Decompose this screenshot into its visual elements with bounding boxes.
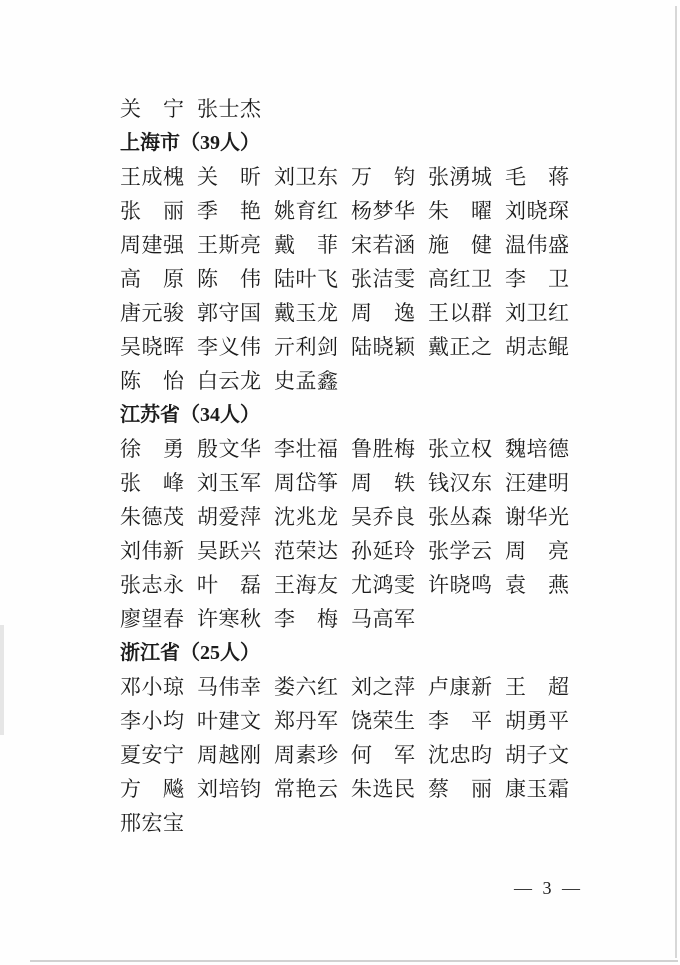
- person-name: 吴跃兴: [197, 539, 261, 563]
- person-name: 毛蒋: [505, 165, 569, 189]
- person-name: 张峰: [120, 471, 184, 495]
- person-name: 白云龙: [197, 369, 261, 393]
- person-name: 姚育红: [274, 199, 338, 223]
- person-name: 张士杰: [197, 97, 261, 121]
- person-name: 刘晓琛: [505, 199, 569, 223]
- person-name: 沈兆龙: [274, 505, 338, 529]
- person-name: 张学云: [428, 539, 492, 563]
- person-name: 亓利剑: [274, 335, 338, 359]
- person-name: 朱德茂: [120, 505, 184, 529]
- person-name: 谢华光: [505, 505, 569, 529]
- person-name: 周岱筝: [274, 471, 338, 495]
- person-name: 孙延玲: [351, 539, 415, 563]
- person-name: 叶建文: [197, 709, 261, 733]
- person-name: 鲁胜梅: [351, 437, 415, 461]
- person-name: 汪建明: [505, 471, 569, 495]
- person-name: 陈伟: [197, 267, 261, 291]
- person-name: 徐勇: [120, 437, 184, 461]
- person-name: 王以群: [428, 301, 492, 325]
- section-header: 浙江省（25人）: [120, 642, 260, 664]
- section-header: 上海市（39人）: [120, 132, 260, 154]
- person-name: 刘卫东: [274, 165, 338, 189]
- person-name: 娄六红: [274, 675, 338, 699]
- person-name: 沈忠昀: [428, 743, 492, 767]
- person-name: 郭守国: [197, 301, 261, 325]
- person-name: 张志永: [120, 573, 184, 597]
- person-name: 朱曜: [428, 199, 492, 223]
- person-name: 张丛森: [428, 505, 492, 529]
- person-name: 刘伟新: [120, 539, 184, 563]
- person-name: 胡子文: [505, 743, 569, 767]
- person-name: 蔡丽: [428, 777, 492, 801]
- person-name: 朱选民: [351, 777, 415, 801]
- person-name: 张立权: [428, 437, 492, 461]
- person-name: 李卫: [505, 267, 569, 291]
- person-name: 何军: [351, 743, 415, 767]
- person-name: 周越刚: [197, 743, 261, 767]
- person-name: 郑丹军: [274, 709, 338, 733]
- continuation-name-row: [120, 92, 588, 126]
- person-name: 周逸: [351, 301, 415, 325]
- person-name: 钱汉东: [428, 471, 492, 495]
- person-name: 杨梦华: [351, 199, 415, 223]
- person-name: 季艳: [197, 199, 261, 223]
- person-name: 李平: [428, 709, 492, 733]
- person-name: 张丽: [120, 199, 184, 223]
- person-name: 常艳云: [274, 777, 338, 801]
- person-name: 张湧城: [428, 165, 492, 189]
- person-name: 戴玉龙: [274, 301, 338, 325]
- person-name: 卢康新: [428, 675, 492, 699]
- name-grid: [120, 432, 588, 636]
- name-list-content: [120, 92, 590, 840]
- section-header: 江苏省（34人）: [120, 404, 260, 426]
- person-name: 陆晓颖: [351, 335, 415, 359]
- person-name: 刘培钧: [197, 777, 261, 801]
- person-name: 周轶: [351, 471, 415, 495]
- scan-artifact-bottom-edge: [30, 960, 678, 962]
- person-name: 李梅: [274, 607, 338, 631]
- person-name: 周素珍: [274, 743, 338, 767]
- person-name: 邓小琼: [120, 675, 184, 699]
- person-name: 吴乔良: [351, 505, 415, 529]
- person-name: 李壮福: [274, 437, 338, 461]
- person-name: 胡勇平: [505, 709, 569, 733]
- person-name: 方飚: [120, 777, 184, 801]
- person-name: 魏培德: [505, 437, 569, 461]
- person-name: 吴晓晖: [120, 335, 184, 359]
- person-name: 袁燕: [505, 573, 569, 597]
- person-name: 史孟鑫: [274, 369, 338, 393]
- name-grid: [120, 670, 588, 840]
- scan-artifact-left-smudge: [0, 625, 4, 735]
- person-name: 关昕: [197, 165, 261, 189]
- person-name: 宋若涵: [351, 233, 415, 257]
- person-name: 戴正之: [428, 335, 492, 359]
- person-name: 殷文华: [197, 437, 261, 461]
- person-name: 唐元骏: [120, 301, 184, 325]
- person-name: 张洁雯: [351, 267, 415, 291]
- person-name: 高原: [120, 267, 184, 291]
- person-name: 马伟幸: [197, 675, 261, 699]
- person-name: 周建强: [120, 233, 184, 257]
- person-name: 高红卫: [428, 267, 492, 291]
- name-grid: [120, 160, 588, 398]
- person-name: 夏安宁: [120, 743, 184, 767]
- person-name: 戴菲: [274, 233, 338, 257]
- person-name: 刘卫红: [505, 301, 569, 325]
- person-name: 陈怡: [120, 369, 184, 393]
- person-name: 王成槐: [120, 165, 184, 189]
- person-name: 许晓鸣: [428, 573, 492, 597]
- person-name: 王超: [505, 675, 569, 699]
- person-name: 周亮: [505, 539, 569, 563]
- person-name: 施健: [428, 233, 492, 257]
- person-name: 陆叶飞: [274, 267, 338, 291]
- person-name: 邢宏宝: [120, 811, 184, 835]
- person-name: 万钧: [351, 165, 415, 189]
- person-name: 饶荣生: [351, 709, 415, 733]
- person-name: 刘之萍: [351, 675, 415, 699]
- person-name: 康玉霜: [505, 777, 569, 801]
- person-name: 马高军: [351, 607, 415, 631]
- person-name: 关宁: [120, 97, 184, 121]
- person-name: 胡志鲲: [505, 335, 569, 359]
- person-name: 李义伟: [197, 335, 261, 359]
- person-name: 王斯亮: [197, 233, 261, 257]
- person-name: 温伟盛: [505, 233, 569, 257]
- person-name: 尤鸿雯: [351, 573, 415, 597]
- person-name: 李小均: [120, 709, 184, 733]
- person-name: 刘玉军: [197, 471, 261, 495]
- person-name: 许寒秋: [197, 607, 261, 631]
- person-name: 叶磊: [197, 573, 261, 597]
- page-number: — 3 —: [514, 878, 583, 898]
- person-name: 胡爱萍: [197, 505, 261, 529]
- person-name: 范荣达: [274, 539, 338, 563]
- person-name: 王海友: [274, 573, 338, 597]
- person-name: 廖望春: [120, 607, 184, 631]
- scan-artifact-right-edge: [675, 6, 677, 958]
